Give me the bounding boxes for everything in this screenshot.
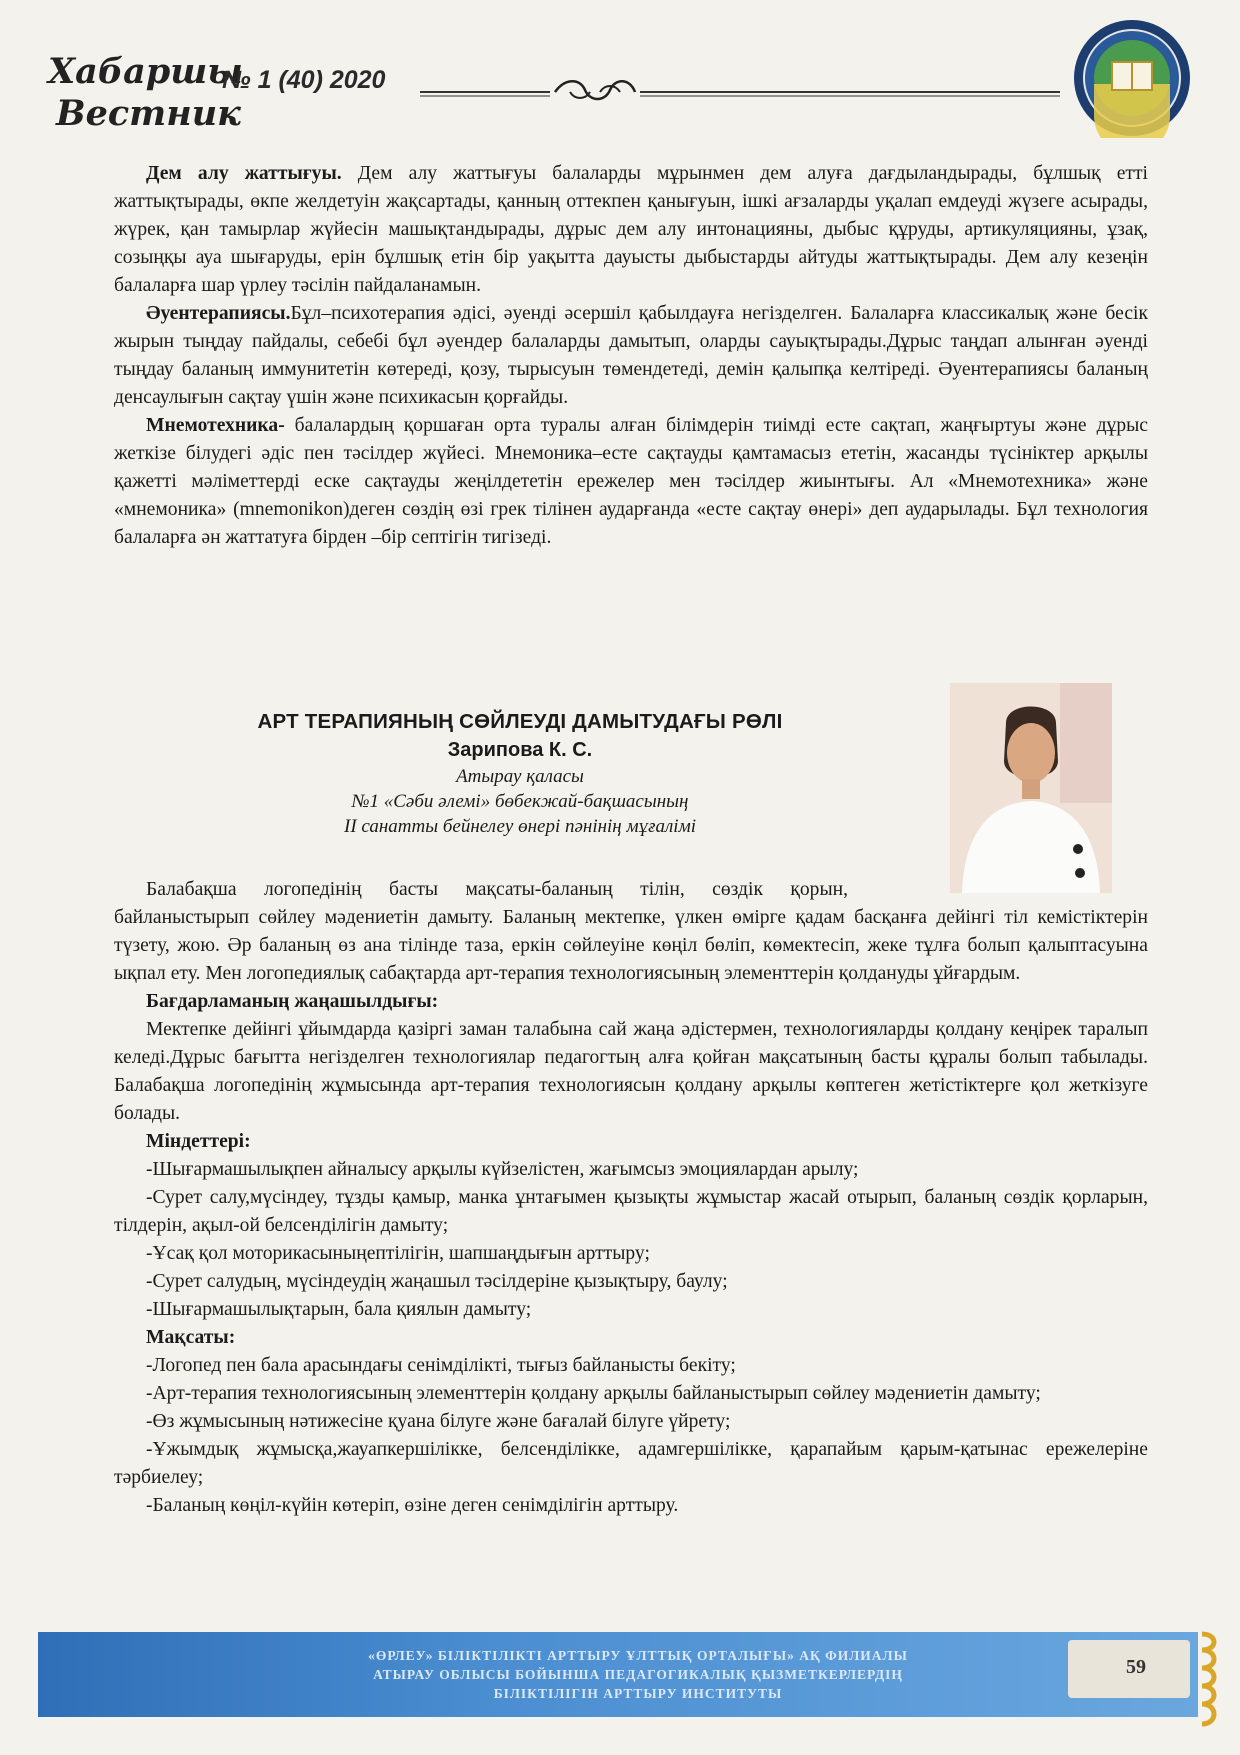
task-item: -Сурет салудың, мүсіндеудің жаңашыл тәсілдеріне қызықтыру, баулу; [146, 1271, 728, 1292]
article-intro: Балабақша логопедінің басты мақсаты-баланың тілін, сөздік қорын, байланыстырып сөйлеу мәдениетін дамыту. Баланың мектепке, үлкен өмірге қадам басқанға дейінгі тіл кемістіктерін түзету, жою. Әр баланың өз ана тілінде таза, еркін сөйлеуіне көңіл бөліп, көмектесіп, жеке тұлға болып қалыптасуына ықпал ету. Мен логопедиялық сабақтарда арт-терапия технологиясының элементтерін қолдануды ұйғардым. [114, 876, 1148, 988]
task-item: -Ұсақ қол моторикасыныңептілігін, шапшаңдығын арттыру; [146, 1243, 650, 1264]
section-breathing-music-mnemonics [114, 160, 1148, 552]
novelty-text: Мектепке дейінгі ұйымдарда қазіргі заман талабына сай жаңа әдістермен, технологияларды қолдану кеңірек таралып келеді.Дұрыс бағытта негізделген технологиялар педагогтың алға қойған мақсатының басты құралы болып табылады. Балабақша логопедінің жұмысында арт-терапия технологиясын қолдану арқылы көптеген жетістіктерге қол жеткізуге болады. [114, 1019, 1148, 1124]
journal-title: Хабаршы [48, 51, 243, 92]
task-item: -Шығармашылықтарын, бала қиялын дамыту; [146, 1299, 532, 1320]
tasks-heading: Міндеттері: [146, 1131, 251, 1152]
article-title: АРТ ТЕРАПИЯНЫҢ СӨЙЛЕУДІ ДАМЫТУДАҒЫ РӨЛІ [257, 710, 783, 733]
side-ornament-icon [1196, 1628, 1226, 1738]
author-organization: №1 «Сәби әлемі» бөбекжай-бақшасының [351, 791, 689, 812]
goal-item: -Ұжымдық жұмысқа,жауапкершілікке, белсенділікке, адамгершілікке, қарапайым қарым-қатынас ережелеріне тәрбиелеу; [114, 1439, 1148, 1488]
task-item: -Сурет салу,мүсіндеу, тұзды қамыр, манка ұнтағымен қызықты жұмыстар жасай отырып, баланың сөздік қорларын, тілдерін, ақыл-ой белсенділігін дамыту; [114, 1187, 1148, 1236]
photo-wrap-spacer [848, 876, 1148, 898]
author-position: ІІ санатты бейнелеу өнері пәнінің мұғалімі [344, 816, 696, 837]
article-body [114, 876, 1148, 1520]
footer-line-1: «ӨРЛЕУ» БІЛІКТІЛІКТІ АРТТЫРУ ҰЛТТЫҚ ОРТАЛЫҒЫ» АҚ ФИЛИАЛЫ [368, 1648, 908, 1663]
goal-item: -Өз жұмысының нәтижесіне қуана білуге және бағалай білуге үйрету; [146, 1411, 731, 1432]
term-breathing: Дем алу жаттығуы. [146, 163, 342, 184]
author-portrait-icon [950, 683, 1112, 893]
text-mnemonics: балалардың қоршаған орта туралы алған білімдерін тиімді есте сақтап, жаңғыртуы және дұрыс жеткізе білудегі әдіс пен тәсілдер жүйесі. Мнемоника–есте сақтауды қамтамасыз ететін, жасанды түсініктер арқылы қажетті мәліметтерді еске сақтауды жеңілдететін ережелер мен тәсілдер жиынтығы. Ал «Мнемотехника» және «мнемоника» (mnemonikon)деген сөздің өзі грек тілінен аударғанда «есте сақтау өнері» деп аударылады. Бұл технология балаларға ән жаттатуға бірден –бір септігін тигізеді. [114, 415, 1148, 548]
goal-item: -Арт-терапия технологиясының элементтерін қолдану арқылы байланыстырып сөйлеу мәдениетін дамыту; [146, 1383, 1041, 1404]
footer-institution [258, 1646, 1018, 1703]
page-footer [38, 1632, 1198, 1717]
author-city: Атырау қаласы [456, 766, 584, 787]
header-ornament-icon [420, 68, 1060, 108]
paragraph-music-therapy [114, 300, 1148, 412]
goal-item: -Логопед пен бала арасындағы сенімділікті, тығыз байланысты бекіту; [146, 1355, 736, 1376]
page-header [0, 0, 1240, 160]
institute-seal-icon [1072, 18, 1192, 138]
article-author: Зарипова К. С. [447, 739, 593, 761]
goal-item: -Баланың көңіл-күйін көтеріп, өзіне деген сенімділігін арттыру. [146, 1495, 679, 1516]
text-breathing: Дем алу жаттығуы балаларды мұрынмен дем алуға дағдыландырады, бұлшық етті жаттықтырады, өкпе желдетуін жақсартады, қанның оттекпен қанығуын, ішкі ағзаларды уқалап емдеуді жүзеге асырады, жүрек, қан тамырлар жүйесін машықтандырады, дұрыс дем алу интонацияны, дыбыс құруды, артикуляцияны, ұзақ, созыңқы ауа шығаруды, ерін бұлшық етін бір уақытта дауысты дыбыстарды айтуды жаттықтырады. Дем алу кезеңін балаларға шар үрлеу тәсілін пайдаланамын. [114, 163, 1148, 296]
novelty-heading: Бағдарламаның жаңашылдығы: [146, 991, 439, 1012]
author-photo [950, 683, 1112, 893]
page-number: 59 [1126, 1656, 1146, 1678]
paragraph-breathing [114, 160, 1148, 300]
task-item: -Шығармашылықпен айналысу арқылы күйзелістен, жағымсыз эмоциялардан арылу; [146, 1159, 859, 1180]
goals-heading: Мақсаты: [146, 1327, 236, 1348]
footer-line-2: АТЫРАУ ОБЛЫСЫ БОЙЫНША ПЕДАГОГИКАЛЫҚ ҚЫЗМЕТКЕРЛЕРДІҢ [373, 1667, 903, 1682]
paragraph-mnemonics [114, 412, 1148, 552]
term-music-therapy: Әуентерапиясы. [146, 303, 291, 324]
term-mnemonics: Мнемотехника- [146, 415, 285, 436]
issue-number: № 1 (40) 2020 [222, 66, 386, 94]
text-music-therapy: Бұл–психотерапия әдісі, әуенді әсершіл қабылдауға негізделген. Балаларға классикалық және бесік жырын тыңдау пайдалы, себебі бұл әуендер балаларды дамытып, оларды сауықтырады.Дұрыс таңдап алынған әуенді тыңдау баланың иммунитетін көтереді, қозу, тырысуын төмендетеді, демін қалыпқа келтіреді. Әуентерапиясы баланың денсаулығын сақтау үшін және психикасын қорғайды. [114, 303, 1148, 408]
journal-subtitle: Вестник [56, 93, 241, 134]
footer-line-3: БІЛІКТІЛІГІН АРТТЫРУ ИНСТИТУТЫ [493, 1686, 783, 1701]
article-heading [150, 708, 890, 839]
